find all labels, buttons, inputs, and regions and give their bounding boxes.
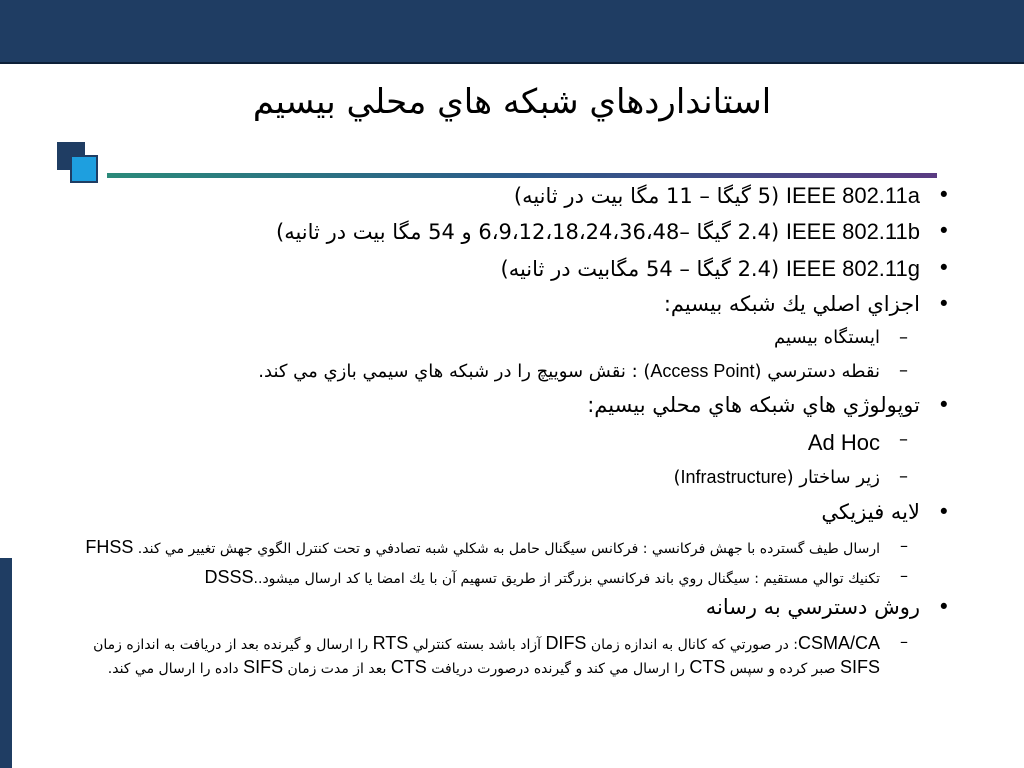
ap-post: ) : نقش سوييچ را در شبكه هاي سيمي بازي مي كند. bbox=[258, 360, 651, 382]
sub-infrastructure bbox=[60, 466, 960, 490]
slide-title: استانداردهاي شبکه هاي محلي بيسيم bbox=[252, 82, 772, 122]
bullet-80211a bbox=[60, 183, 960, 209]
decor-square-light bbox=[70, 155, 98, 183]
standard-name: IEEE 802.11g bbox=[785, 255, 920, 281]
ap-en: Access Point bbox=[650, 360, 755, 381]
top-banner bbox=[0, 0, 1024, 64]
standard-name: IEEE 802.11b bbox=[785, 219, 920, 245]
infra-post: ) bbox=[673, 467, 681, 489]
standard-name: IEEE 802.11a bbox=[785, 183, 920, 208]
bullet-components: • اجزاي اصلي يك شبكه بيسيم: bbox=[60, 292, 960, 317]
bullet-80211g bbox=[60, 256, 960, 282]
sifs-label: SIFS bbox=[839, 656, 880, 677]
bullet-80211b bbox=[60, 219, 960, 245]
csma-text-5: را ارسال مي كند و گيرنده درصورت دريافت bbox=[426, 660, 690, 677]
sub-adhoc bbox=[60, 429, 960, 457]
sifs-label-2: SIFS bbox=[243, 656, 284, 677]
title-underline bbox=[107, 173, 937, 178]
infra-en: Infrastructure bbox=[680, 467, 787, 488]
rts-label: RTS bbox=[372, 632, 409, 653]
dsss-desc: تكنيك توالي مستقيم : سيگنال روي باند فركانسي بزرگتر از طريق تسهيم آن با يك امضا يا كد ارسال ميشود.. bbox=[253, 571, 880, 588]
slide-body bbox=[60, 180, 960, 685]
bullet-media-access: • روش دسترسي به رسانه bbox=[60, 595, 960, 620]
sub-dsss bbox=[60, 565, 960, 589]
cts-label-2: CTS bbox=[390, 656, 427, 677]
bullet-topologies: • توپولوژي هاي شبكه هاي محلي بيسيم: bbox=[60, 393, 960, 418]
csma-text-1: : در صورتي كه كانال به اندازه زمان bbox=[586, 636, 798, 653]
standard-desc: (2.4 گيگا –6،9،12،18،24،36،48 و 54 مگا بيت در ثانيه) bbox=[276, 220, 780, 245]
bullet-physical-layer: • لايه فيزيكي bbox=[60, 500, 960, 525]
infra-pre: زير ساختار ( bbox=[786, 467, 880, 489]
ap-pre: نقطه دسترسي ( bbox=[754, 360, 880, 382]
csma-ca-label: CSMA/CA bbox=[797, 632, 880, 653]
sub-wireless-station: – ايستگاه بيسيم bbox=[60, 327, 960, 350]
fhss-label: FHSS bbox=[85, 536, 134, 557]
csma-text-2: آزاد باشد بسته كنترلي bbox=[408, 636, 546, 653]
sub-fhss bbox=[60, 535, 960, 559]
sub-access-point bbox=[60, 360, 960, 384]
csma-text-4: صبر كرده و سپس bbox=[725, 660, 840, 677]
dsss-label: DSSS bbox=[204, 567, 254, 588]
csma-text-7: داده را ارسال مي كند. bbox=[107, 660, 244, 677]
csma-text-3: را ارسال و گيرنده بعد از دريافت به اندازه زمان bbox=[93, 636, 373, 653]
sub-csma-ca bbox=[60, 631, 960, 680]
left-accent-bar bbox=[0, 558, 12, 768]
cts-label: CTS bbox=[689, 656, 726, 677]
adhoc-label: Ad Hoc bbox=[807, 429, 880, 455]
standard-desc: (5 گيگا – 11 مگا بيت در ثانيه) bbox=[513, 184, 780, 208]
csma-text-6: بعد از مدت زمان bbox=[283, 660, 391, 677]
difs-label: DIFS bbox=[545, 632, 587, 653]
standard-desc: (2.4 گيگا – 54 مگابيت در ثانيه) bbox=[500, 256, 780, 281]
fhss-desc: ارسال طيف گسترده با جهش فركانسي : فركانس سيگنال حامل به شكلي شبه تصادفي و تحت كنترل الگوي جهش تغيير مي كند. bbox=[137, 540, 880, 557]
